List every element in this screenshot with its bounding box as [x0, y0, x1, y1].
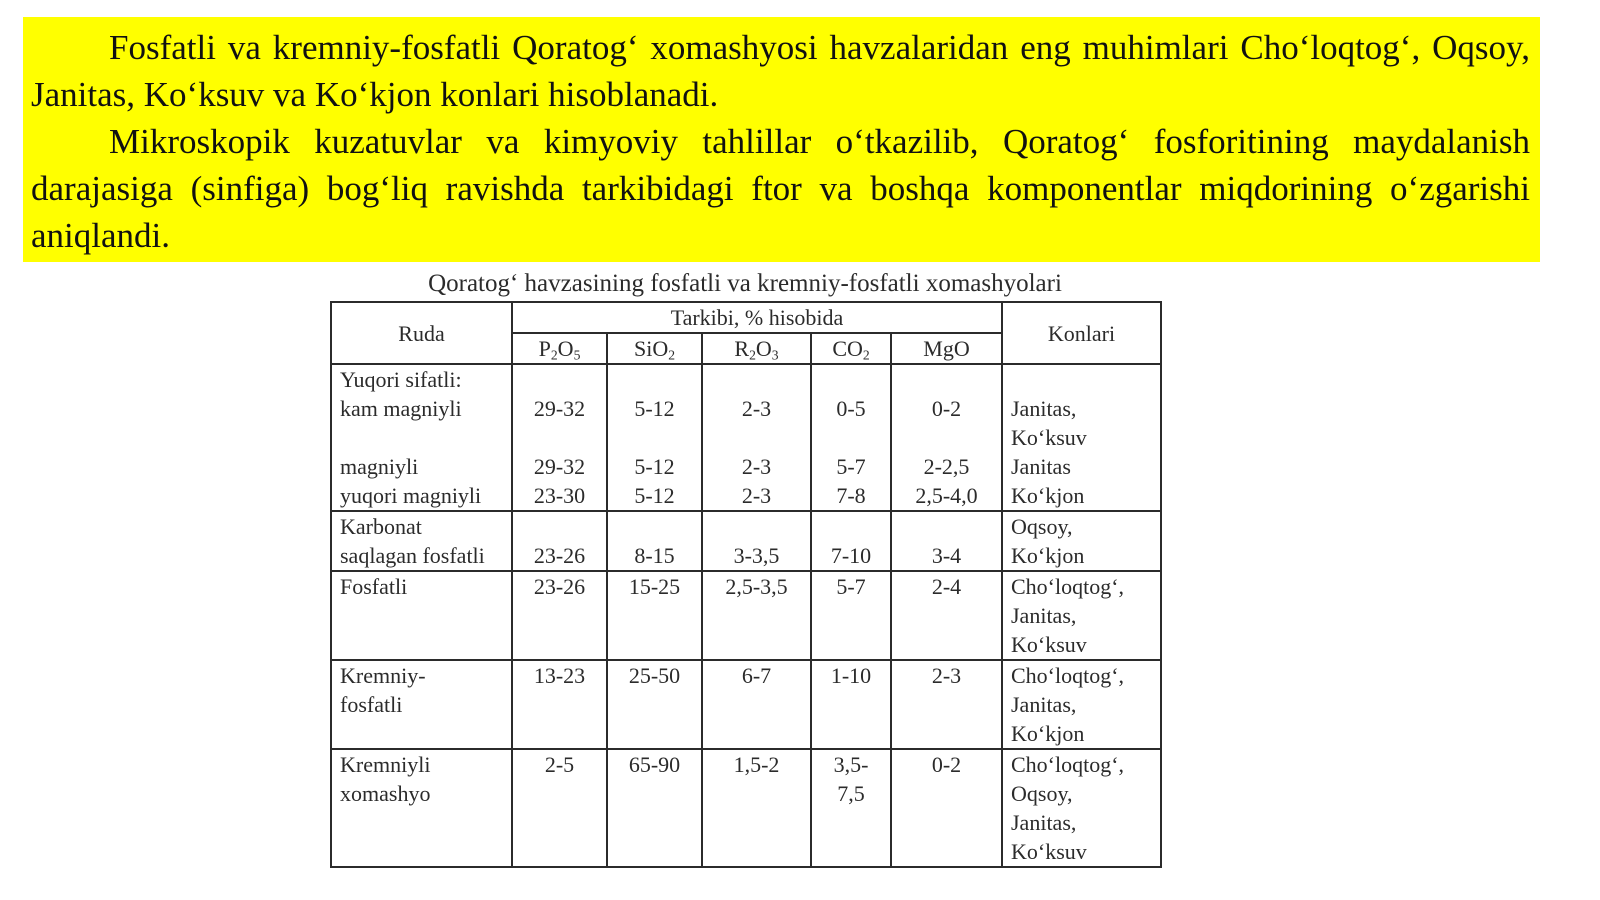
cell-line: Ko‘ksuv	[1011, 425, 1087, 450]
cell-line: 3,5-	[833, 752, 869, 777]
cell-line	[608, 719, 701, 748]
table-row	[331, 749, 1161, 867]
cell-line: Oqsoy,	[1011, 781, 1073, 806]
cell-konlari	[1002, 571, 1161, 660]
cell-line	[892, 808, 1001, 837]
cell-line	[513, 512, 606, 541]
cell-line: Ko‘kjon	[1011, 721, 1085, 746]
cell-line: Cho‘loqtog‘,	[1011, 752, 1125, 777]
header-konlari: Konlari	[1002, 302, 1161, 364]
cell-line: 5-12	[634, 454, 675, 479]
cell-co2	[811, 660, 891, 749]
cell-line	[608, 630, 701, 659]
cell-line: 2-4	[931, 574, 962, 599]
cell-line	[1011, 365, 1160, 394]
cell-line	[608, 808, 701, 837]
cell-co2	[811, 571, 891, 660]
highlighted-text-block	[23, 17, 1540, 262]
cell-line: 23-26	[533, 574, 586, 599]
cell-line: 7-8	[836, 483, 866, 508]
cell-konlari	[1002, 660, 1161, 749]
cell-line: Cho‘loqtog‘,	[1011, 663, 1125, 688]
cell-line: 23-26	[533, 543, 586, 568]
cell-line: Janitas	[1011, 454, 1071, 479]
cell-line: 0-2	[931, 396, 962, 421]
cell-line: Kremniy-	[340, 663, 426, 688]
cell-line	[513, 601, 606, 630]
cell-line: 7-10	[830, 543, 872, 568]
table-row	[331, 571, 1161, 660]
header-mgo: MgO	[891, 333, 1002, 364]
cell-line	[513, 423, 606, 452]
cell-line: 6-7	[741, 663, 772, 688]
cell-mgo	[891, 660, 1002, 749]
cell-line	[340, 808, 511, 837]
cell-line: Fosfatli	[340, 574, 408, 599]
cell-line: Ko‘kjon	[1011, 543, 1085, 568]
cell-mgo	[891, 749, 1002, 867]
cell-line: Ko‘ksuv	[1011, 839, 1087, 864]
cell-sio2	[607, 660, 702, 749]
table-row	[331, 660, 1161, 749]
cell-line	[812, 365, 890, 394]
cell-line	[703, 365, 810, 394]
cell-p2o5	[512, 571, 607, 660]
cell-ruda	[331, 364, 512, 511]
cell-ruda	[331, 660, 512, 749]
cell-line	[340, 837, 511, 866]
cell-line	[513, 630, 606, 659]
cell-line: 13-23	[533, 663, 586, 688]
cell-line	[513, 719, 606, 748]
cell-line	[812, 601, 890, 630]
cell-line	[703, 690, 810, 719]
cell-line: Cho‘loqtog‘,	[1011, 574, 1125, 599]
cell-line	[812, 423, 890, 452]
cell-line: 65-90	[628, 752, 681, 777]
cell-line	[340, 630, 511, 659]
cell-line: Yuqori sifatli:	[340, 367, 462, 392]
cell-r2o3	[702, 571, 811, 660]
cell-line	[892, 512, 1001, 541]
cell-r2o3	[702, 660, 811, 749]
cell-line	[703, 779, 810, 808]
cell-p2o5	[512, 749, 607, 867]
cell-line: Oqsoy,	[1011, 514, 1073, 539]
cell-line: Karbonat	[340, 514, 422, 539]
cell-line: 8-15	[634, 543, 675, 568]
cell-line	[608, 837, 701, 866]
cell-sio2	[607, 364, 702, 511]
cell-line	[703, 630, 810, 659]
cell-line: 1,5-2	[733, 752, 780, 777]
header-co2: $CO_2$	[811, 333, 891, 364]
cell-line: fosfatli	[340, 692, 403, 717]
cell-line	[340, 601, 511, 630]
header-tarkibi: Tarkibi, % hisobida	[512, 302, 1002, 333]
cell-mgo	[891, 364, 1002, 511]
cell-line	[608, 423, 701, 452]
cell-line	[513, 365, 606, 394]
cell-line	[608, 601, 701, 630]
cell-line	[812, 837, 890, 866]
cell-mgo	[891, 571, 1002, 660]
cell-line	[703, 601, 810, 630]
paragraph-1: Fosfatli va kremniy-fosfatli Qoratog‘ xomashyosi havzalaridan eng muhimlari Cho‘loqtog‘, Oqsoy, Janitas, Ko‘ksuv va Ko‘kjon konlari hisoblanadi.	[31, 28, 1530, 114]
cell-line	[608, 690, 701, 719]
cell-line: 2-5	[544, 752, 575, 777]
cell-co2	[811, 749, 891, 867]
header-p2o5: $P_2O_5$	[512, 333, 607, 364]
cell-line: 25-50	[628, 663, 681, 688]
cell-ruda	[331, 511, 512, 571]
cell-line: 15-25	[628, 574, 681, 599]
cell-ruda	[331, 749, 512, 867]
cell-sio2	[607, 571, 702, 660]
cell-line: Kremniyli	[340, 752, 431, 777]
cell-line: magniyli	[340, 454, 419, 479]
cell-line: 2-3	[741, 483, 772, 508]
cell-p2o5	[512, 660, 607, 749]
cell-line: 1-10	[830, 663, 872, 688]
cell-line	[513, 690, 606, 719]
cell-line: 5-7	[836, 454, 866, 479]
cell-line: 29-32	[533, 454, 586, 479]
cell-line: 2-3	[741, 396, 772, 421]
cell-line	[892, 423, 1001, 452]
cell-line: 5-12	[634, 396, 675, 421]
cell-co2	[811, 364, 891, 511]
cell-konlari	[1002, 749, 1161, 867]
cell-line	[812, 630, 890, 659]
cell-r2o3	[702, 364, 811, 511]
cell-line: 2,5-4,0	[915, 483, 978, 508]
cell-line	[812, 512, 890, 541]
cell-line: 2-3	[931, 663, 962, 688]
cell-line	[812, 690, 890, 719]
header-ruda: Ruda	[331, 302, 512, 364]
cell-line: 2-2,5	[923, 454, 970, 479]
cell-line: Janitas,	[1011, 603, 1077, 628]
cell-line	[812, 719, 890, 748]
cell-line	[892, 365, 1001, 394]
cell-line	[513, 837, 606, 866]
cell-line: saqlagan fosfatli	[340, 543, 485, 568]
cell-line	[703, 512, 810, 541]
cell-line: 2-3	[741, 454, 772, 479]
cell-line: 0-2	[931, 752, 962, 777]
table-row	[331, 364, 1161, 511]
cell-line: 3-4	[931, 543, 962, 568]
cell-line	[892, 779, 1001, 808]
header-r2o3: $R_2O_3$	[702, 333, 811, 364]
cell-konlari	[1002, 511, 1161, 571]
cell-line	[513, 779, 606, 808]
cell-line: 7,5	[837, 781, 865, 806]
cell-line: Janitas,	[1011, 810, 1077, 835]
cell-line	[340, 719, 511, 748]
cell-line	[892, 630, 1001, 659]
cell-mgo	[891, 511, 1002, 571]
cell-line: 0-5	[836, 396, 866, 421]
cell-konlari	[1002, 364, 1161, 511]
cell-line	[703, 808, 810, 837]
cell-line: 29-32	[533, 396, 586, 421]
cell-line: Ko‘ksuv	[1011, 632, 1087, 657]
table-row	[331, 511, 1161, 571]
paragraph-2: Mikroskopik kuzatuvlar va kimyoviy tahlillar o‘tkazilib, Qoratog‘ fosforitining maydalanish darajasiga (sinfiga) bog‘liq ravishda tarkibidagi ftor va boshqa komponentlar miqdorining o‘zgarishi aniqlandi.	[31, 122, 1530, 255]
header-sio2: SiO$_2$	[607, 333, 702, 364]
cell-r2o3	[702, 749, 811, 867]
cell-line: kam magniyli	[340, 396, 462, 421]
cell-line: Janitas,	[1011, 396, 1077, 421]
cell-r2o3	[702, 511, 811, 571]
cell-line	[892, 837, 1001, 866]
cell-line: 2,5-3,5	[725, 574, 788, 599]
cell-line	[892, 601, 1001, 630]
cell-line	[812, 808, 890, 837]
cell-sio2	[607, 749, 702, 867]
cell-line: Janitas,	[1011, 692, 1077, 717]
cell-line	[608, 779, 701, 808]
cell-line: 5-7	[836, 574, 866, 599]
cell-line	[513, 808, 606, 837]
cell-p2o5	[512, 511, 607, 571]
cell-line: yuqori magniyli	[340, 483, 482, 508]
ore-composition-table	[330, 301, 1162, 868]
cell-line	[703, 719, 810, 748]
cell-line	[608, 365, 701, 394]
cell-line: 23-30	[533, 483, 586, 508]
cell-line: 3-3,5	[733, 543, 780, 568]
cell-co2	[811, 511, 891, 571]
cell-line: xomashyo	[340, 781, 431, 806]
cell-p2o5	[512, 364, 607, 511]
cell-line	[703, 423, 810, 452]
cell-line: Ko‘kjon	[1011, 483, 1085, 508]
cell-line	[340, 423, 511, 452]
cell-line: 5-12	[634, 483, 675, 508]
cell-line	[608, 512, 701, 541]
cell-ruda	[331, 571, 512, 660]
table-title: Qoratog‘ havzasining fosfatli va kremniy-fosfatli xomashyolari	[428, 270, 1062, 297]
cell-line	[892, 719, 1001, 748]
cell-sio2	[607, 511, 702, 571]
cell-line	[892, 690, 1001, 719]
cell-line	[703, 837, 810, 866]
